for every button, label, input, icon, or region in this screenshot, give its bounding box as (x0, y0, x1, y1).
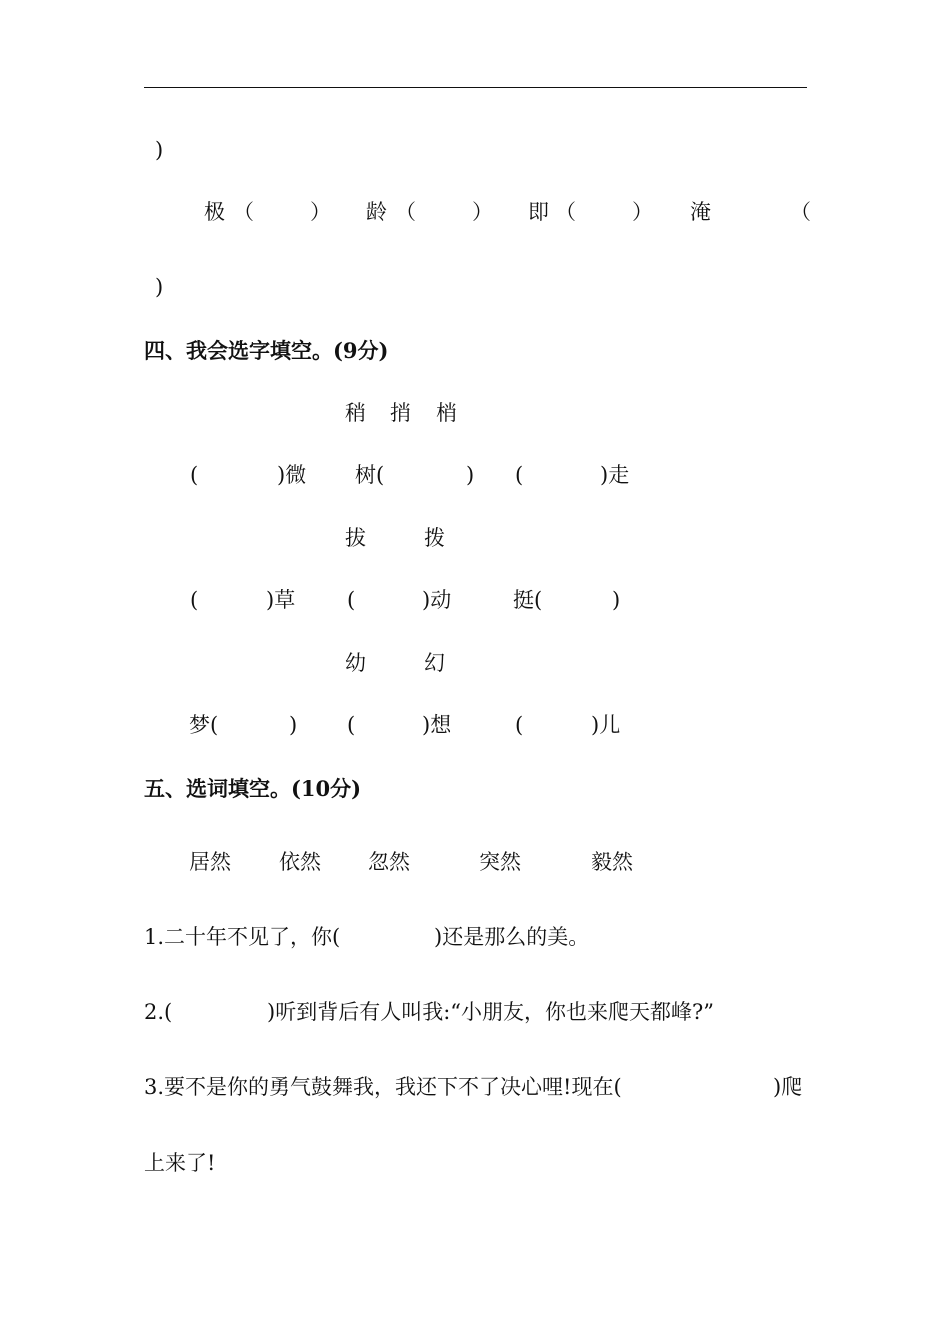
blank-open: ( (190, 588, 199, 612)
word-option: 突然 (479, 850, 521, 874)
word-option: 居然 (189, 850, 231, 874)
blank-close: )走 (600, 463, 630, 487)
blank-open: （ (233, 200, 254, 224)
blank-open: ( (347, 713, 356, 737)
question-3-before: 3.要不是你的勇气鼓舞我，我还下不了决心哩!现在( (144, 1075, 622, 1099)
question-1-before: 1.二十年不见了，你( (144, 925, 341, 949)
blank-close: )儿 (591, 713, 621, 737)
blank-close: ） (632, 200, 653, 224)
section5-title: 五、选词填空。(10分) (144, 776, 362, 801)
option-char: 拨 (424, 526, 445, 550)
blank-open: ( (347, 588, 356, 612)
header-rule (144, 87, 807, 88)
word-option: 毅然 (591, 850, 633, 874)
blank-close: )动 (422, 588, 452, 612)
option-char: 稍 (345, 401, 366, 425)
word-option: 依然 (279, 850, 321, 874)
pinyin-char: 淹 (690, 200, 711, 224)
blank-open: ( (515, 463, 524, 487)
question-2-after: )听到背后有人叫我:“小朋友，你也来爬天都峰?” (267, 1000, 714, 1024)
blank-close: ) (612, 588, 621, 612)
blank-open: 梦( (189, 713, 219, 737)
blank-open: 挺( (513, 588, 543, 612)
blank-close: ） (472, 200, 493, 224)
close-paren: ) (155, 275, 164, 299)
option-char: 幼 (345, 651, 366, 675)
question-3-after: )爬 (773, 1075, 803, 1099)
blank-close: ) (289, 713, 298, 737)
blank-close: ) (466, 463, 475, 487)
pinyin-char: 龄 (366, 200, 387, 224)
word-option: 忽然 (368, 850, 410, 874)
option-char: 捎 (390, 401, 411, 425)
blank-open: （ (555, 200, 576, 224)
blank-open: （ (395, 200, 416, 224)
blank-open: 树( (355, 463, 385, 487)
blank-close: )微 (277, 463, 307, 487)
blank-close: )想 (422, 713, 452, 737)
blank-open: （ (790, 200, 811, 224)
blank-close: ） (310, 200, 331, 224)
option-char: 幻 (424, 651, 445, 675)
blank-open: ( (190, 463, 199, 487)
question-3-continuation: 上来了! (144, 1151, 216, 1175)
blank-open: ( (515, 713, 524, 737)
pinyin-char: 即 (528, 200, 549, 224)
pinyin-char: 极 (204, 200, 225, 224)
section4-title: 四、我会选字填空。(9分) (144, 338, 389, 363)
option-char: 拔 (345, 526, 366, 550)
question-2-before: 2.( (144, 1000, 173, 1024)
blank-close: )草 (266, 588, 296, 612)
close-paren: ) (155, 138, 164, 162)
option-char: 梢 (436, 401, 457, 425)
question-1-after: )还是那么的美。 (434, 925, 590, 949)
